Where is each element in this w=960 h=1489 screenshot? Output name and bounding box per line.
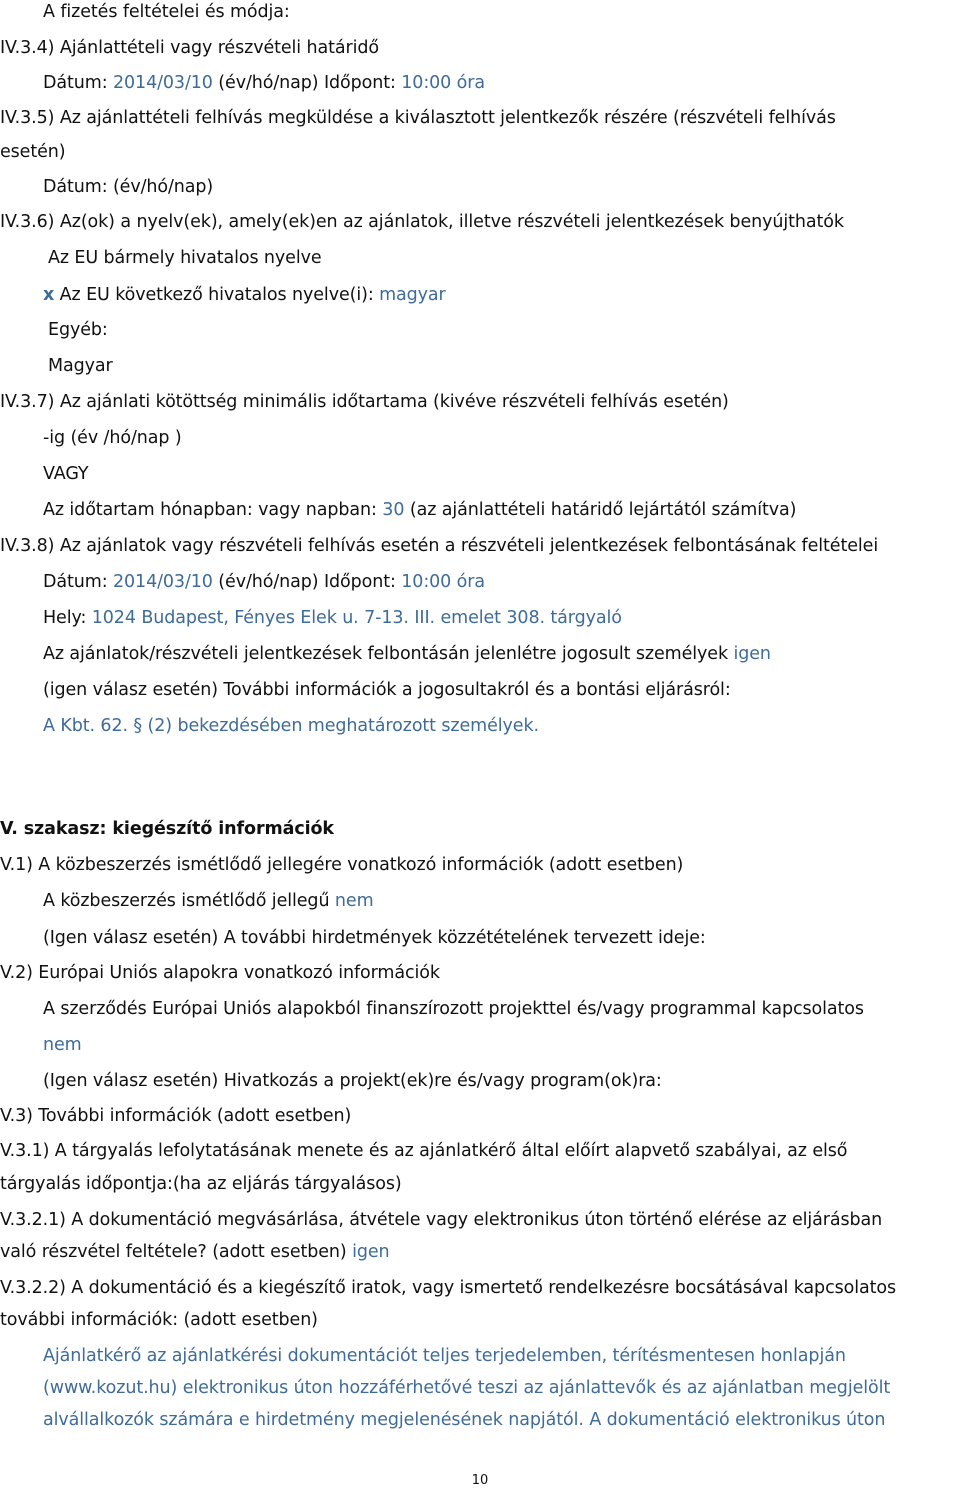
further-info-value: A Kbt. 62. § (2) bekezdésében meghatározott személyek. bbox=[43, 716, 539, 736]
deadline-date-line: Dátum: 2014/03/10 (év/hó/nap) Időpont: 10:00 óra bbox=[43, 73, 485, 93]
section-iv-3-6-heading: IV.3.6) Az(ok) a nyelv(ek), amely(ek)en az ajánlatok, illetve részvételi jelentkezések benyújthatók bbox=[0, 212, 844, 232]
eu-funds-question: A szerződés Európai Uniós alapokból finanszírozott projekttel és/vagy programmal kapcsolatos bbox=[43, 999, 864, 1019]
opening-date-value: 2014/03/10 bbox=[112, 572, 213, 592]
validity-days-value: 30 bbox=[382, 500, 405, 520]
recurring-timing-label: (Igen válasz esetén) A további hirdetmények közzétételének tervezett ideje: bbox=[43, 928, 706, 948]
section-v-3-2-2-heading: V.3.2.2) A dokumentáció és a kiegészítő iratok, vagy ismertető rendelkezésre bocsátásával kapcsolatos bbox=[0, 1278, 896, 1298]
eu-languages-line: x Az EU következő hivatalos nyelve(i): magyar bbox=[43, 285, 446, 305]
section-v-3-2-1-heading: V.3.2.1) A dokumentáció megvásárlása, átvétele vagy elektronikus úton történő elérése az eljárásban bbox=[0, 1210, 883, 1230]
recurring-value: nem bbox=[334, 891, 374, 911]
payment-terms-label: A fizetés feltételei és módja: bbox=[43, 2, 290, 22]
persons-present-line: Az ajánlatok/részvételi jelentkezések felbontásán jelenlétre jogosult személyek igen bbox=[43, 644, 771, 664]
opening-time-value: 10:00 óra bbox=[401, 572, 485, 592]
section-iv-3-7-heading: IV.3.7) Az ajánlati kötöttség minimális időtartama (kivéve részvételi felhívás esetén) bbox=[0, 392, 729, 412]
section-v-3-heading: V.3) További információk (adott esetben) bbox=[0, 1106, 352, 1126]
section-v-1-heading: V.1) A közbeszerzés ismétlődő jellegére vonatkozó információk (adott esetben) bbox=[0, 855, 684, 875]
section-iv-3-8-heading: IV.3.8) Az ajánlatok vagy részvételi felhívás esetén a részvételi jelentkezések felbontásának feltételei bbox=[0, 536, 879, 556]
validity-date-line: -ig (év /hó/nap ) bbox=[43, 428, 182, 448]
documentation-info-line-1: Ajánlatkérő az ajánlatkérési dokumentációt teljes terjedelemben, térítésmentesen honlapján bbox=[43, 1346, 846, 1366]
opening-date-line: Dátum: 2014/03/10 (év/hó/nap) Időpont: 10:00 óra bbox=[43, 572, 485, 592]
documentation-condition-value: igen bbox=[352, 1242, 390, 1262]
persons-present-value: igen bbox=[733, 644, 771, 664]
opening-place-value: 1024 Budapest, Fényes Elek u. 7-13. III. emelet 308. tárgyaló bbox=[91, 608, 622, 628]
validity-duration-line: Az időtartam hónapban: vagy napban: 30 (az ajánlattételi határidő lejártától számítva) bbox=[43, 500, 797, 520]
or-label: VAGY bbox=[43, 464, 89, 484]
page-number: 10 bbox=[471, 1473, 489, 1488]
documentation-info-line-2: (www.kozut.hu) elektronikus úton hozzáférhetővé teszi az ajánlattevők és az ajánlatban megjelölt bbox=[43, 1378, 891, 1398]
checked-mark: x bbox=[43, 285, 55, 305]
deadline-time-value: 10:00 óra bbox=[401, 73, 485, 93]
section-v-3-1-heading-cont: tárgyalás időpontja:(ha az eljárás tárgyalásos) bbox=[0, 1174, 402, 1194]
deadline-date-value: 2014/03/10 bbox=[112, 73, 213, 93]
section-v-3-2-2-heading-cont: további információk: (adott esetben) bbox=[0, 1310, 318, 1330]
other-language-value: Magyar bbox=[48, 356, 113, 376]
language-value: magyar bbox=[379, 285, 446, 305]
section-iv-3-5-heading: IV.3.5) Az ajánlattételi felhívás megküldése a kiválasztott jelentkezők részére (részvételi felhívás bbox=[0, 108, 836, 128]
opening-place-line: Hely: 1024 Budapest, Fényes Elek u. 7-13. III. emelet 308. tárgyaló bbox=[43, 608, 622, 628]
project-reference-label: (Igen válasz esetén) Hivatkozás a projekt(ek)re és/vagy program(ok)ra: bbox=[43, 1071, 662, 1091]
other-language-label: Egyéb: bbox=[48, 320, 108, 340]
further-info-label: (igen válasz esetén) További információk a jogosultakról és a bontási eljárásról: bbox=[43, 680, 731, 700]
documentation-info-line-3: alvállalkozók számára e hirdetmény megjelenésének napjától. A dokumentáció elektronikus úton bbox=[43, 1410, 886, 1430]
any-eu-language-option: Az EU bármely hivatalos nyelve bbox=[48, 248, 322, 268]
eu-funds-value: nem bbox=[43, 1035, 82, 1055]
section-iv-3-4-heading: IV.3.4) Ajánlattételi vagy részvételi határidő bbox=[0, 38, 379, 58]
section-v-title: V. szakasz: kiegészítő információk bbox=[0, 819, 334, 839]
recurring-line: A közbeszerzés ismétlődő jellegű nem bbox=[43, 891, 374, 911]
section-iv-3-5-heading-cont: esetén) bbox=[0, 142, 66, 162]
section-v-2-heading: V.2) Európai Uniós alapokra vonatkozó információk bbox=[0, 963, 440, 983]
section-v-3-1-heading: V.3.1) A tárgyalás lefolytatásának menete és az ajánlatkérő által előírt alapvető szabályai, az első bbox=[0, 1141, 848, 1161]
section-v-3-2-1-line: való részvétel feltétele? (adott esetben) igen bbox=[0, 1242, 390, 1262]
invitation-date-line: Dátum: (év/hó/nap) bbox=[43, 177, 214, 197]
